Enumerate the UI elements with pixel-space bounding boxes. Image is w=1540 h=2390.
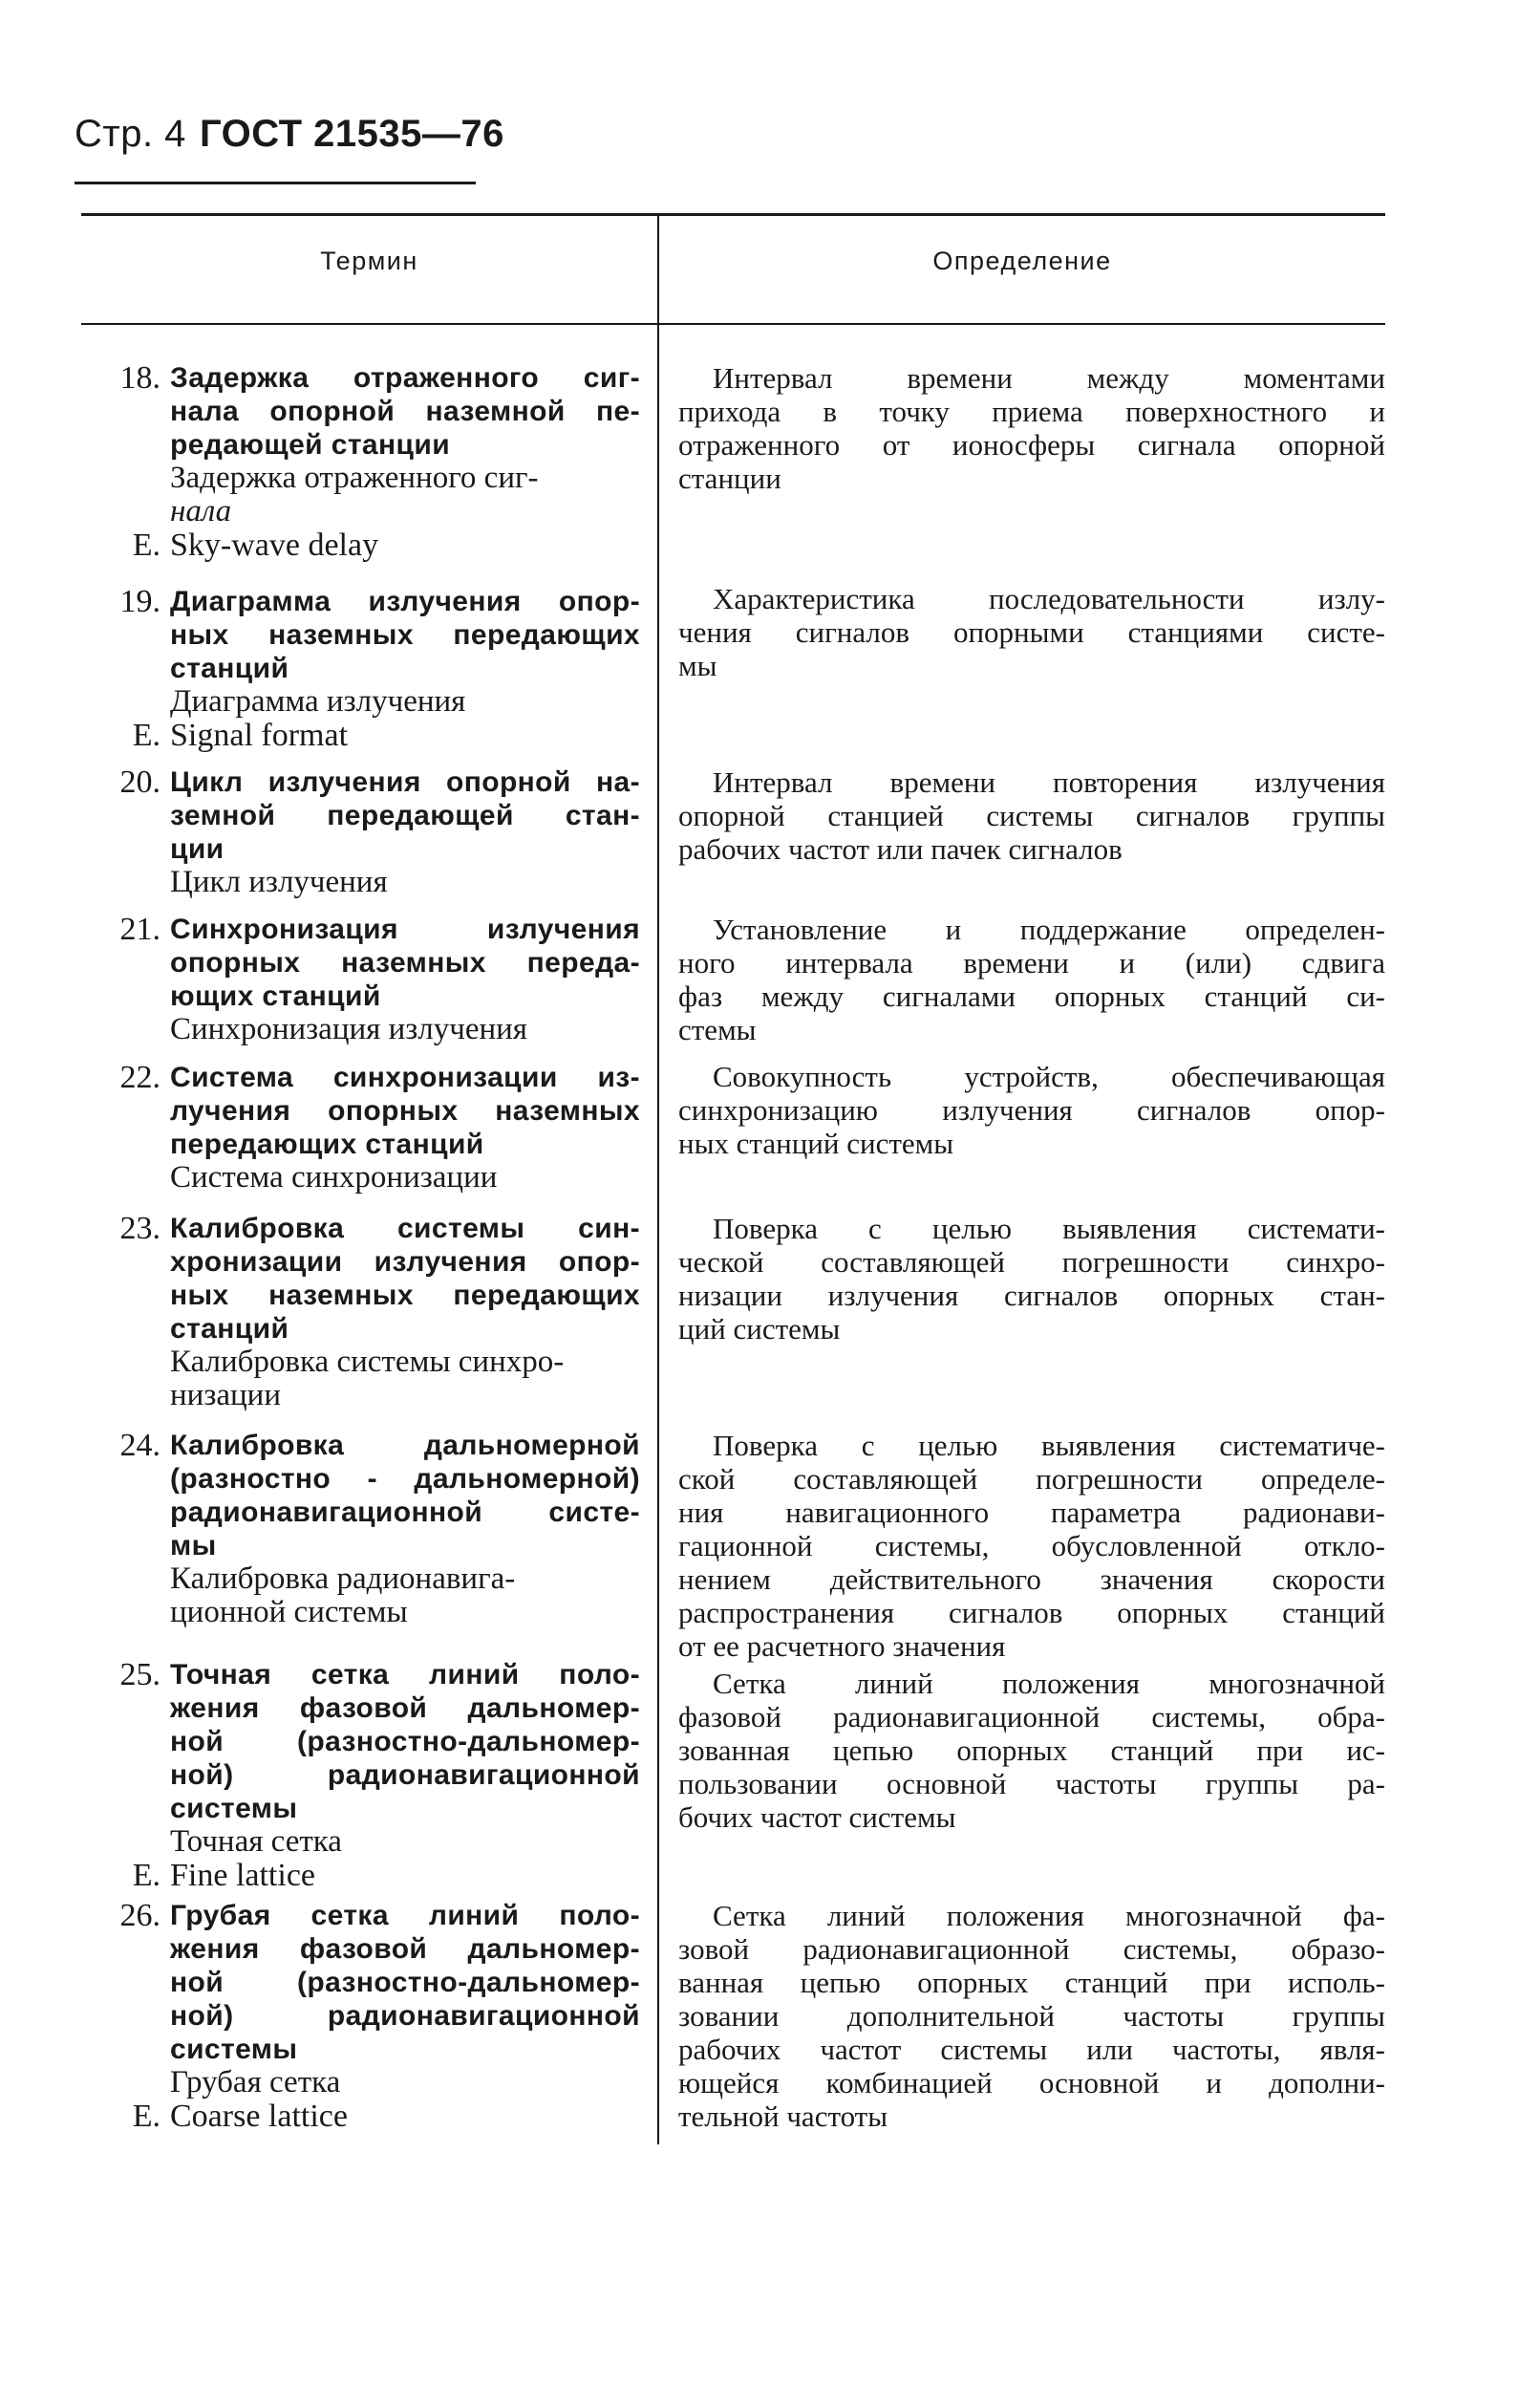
term-line	[105, 765, 640, 799]
term-text: ной (разностно-дальномер-	[170, 1967, 640, 1998]
table-header-rule	[81, 323, 1385, 325]
term-cell	[105, 1899, 640, 2133]
term-text: передающих станций	[170, 1129, 484, 1160]
definition-line: стемы	[678, 1013, 757, 1046]
definition-line: нением действительного значения скорости	[678, 1562, 1385, 1596]
short-term-text: Система синхронизации	[170, 1160, 498, 1195]
english-label: E.	[132, 718, 160, 753]
term-text: Диаграмма излучения опор-	[170, 586, 640, 617]
term-text: жения фазовой дальномер-	[170, 1933, 640, 1965]
term-line	[105, 913, 640, 946]
page-header	[75, 113, 504, 156]
definition-line: синхронизацию излучения сигналов опор-	[678, 1093, 1385, 1127]
short-term-text: Точная сетка	[170, 1824, 342, 1859]
term-line	[105, 1529, 640, 1562]
entry-number: 18.	[119, 360, 160, 396]
term-line	[105, 1658, 640, 1691]
entry-number: 20.	[119, 764, 160, 800]
term-text: (разностно - дальномерной)	[170, 1463, 640, 1495]
term-line	[105, 1429, 640, 1462]
term-text: редающей станции	[170, 429, 451, 461]
definition-line: ванная цепью опорных станций при исполь-	[678, 1966, 1385, 1999]
definition-cell	[678, 361, 1385, 495]
definition-line: Интервал времени повторения излучения	[713, 765, 1385, 799]
definition-line: опорной станцией системы сигналов группы	[678, 799, 1385, 832]
term-line	[105, 1932, 640, 1966]
term-text: ной) радионавигационной	[170, 1759, 640, 1791]
definition-line: зовании дополнительной частоты группы	[678, 1999, 1385, 2033]
term-line	[105, 1462, 640, 1496]
term-text: станций	[170, 653, 289, 684]
english-equivalent	[105, 2099, 640, 2133]
term-text: системы	[170, 1793, 298, 1824]
definition-line: Сетка линий положения многозначной	[713, 1667, 1385, 1700]
header-rule	[75, 182, 476, 184]
column-divider	[657, 214, 659, 2144]
definition-line: Поверка с целью выявления систематиче-	[713, 1429, 1385, 1462]
term-text: Калибровка дальномерной	[170, 1430, 640, 1461]
definition-line: низации излучения сигналов опорных стан-	[678, 1279, 1385, 1312]
entry-number: 22.	[119, 1060, 160, 1095]
definition-cell	[678, 913, 1385, 1046]
english-equivalent	[105, 719, 640, 752]
term-line	[105, 1899, 640, 1932]
term-text: ющих станций	[170, 980, 381, 1012]
english-equivalent	[105, 1859, 640, 1892]
term-text: лучения опорных наземных	[170, 1095, 640, 1127]
term-cell	[105, 1212, 640, 1412]
definition-line: мы	[678, 649, 717, 682]
definition-cell	[678, 1212, 1385, 1346]
definition-line: ций системы	[678, 1312, 841, 1346]
short-term-text: низации	[170, 1378, 281, 1412]
term-line	[105, 1094, 640, 1128]
definition-line: рабочих частот или пачек сигналов	[678, 832, 1123, 866]
entry-number: 25.	[119, 1657, 160, 1692]
term-text: мы	[170, 1530, 217, 1561]
term-cell	[105, 913, 640, 1046]
short-term-text: Калибровка радионавига-	[170, 1561, 516, 1596]
term-text: ных наземных передающих	[170, 1280, 640, 1311]
term-cell	[105, 1658, 640, 1892]
term-line	[105, 1245, 640, 1279]
definition-line: отраженного от ионосферы сигнала опорной	[678, 428, 1385, 462]
column-header-term: Термин	[320, 247, 418, 275]
entry-number: 23.	[119, 1211, 160, 1246]
english-term: Sky-wave delay	[170, 528, 379, 563]
term-cell	[105, 1061, 640, 1195]
definition-line: пользовании основной частоты группы ра-	[678, 1767, 1385, 1800]
english-equivalent	[105, 528, 640, 562]
term-text: станций	[170, 1313, 289, 1345]
term-text: Калибровка системы син-	[170, 1213, 640, 1244]
term-line	[105, 1691, 640, 1725]
term-text: Задержка отраженного сиг-	[170, 362, 640, 394]
definition-line: фаз между сигналами опорных станций си-	[678, 980, 1385, 1013]
definition-line: Интервал времени между моментами	[713, 361, 1385, 395]
term-text: ной) радионавигационной	[170, 2000, 640, 2032]
term-line	[105, 946, 640, 980]
term-line	[105, 652, 640, 685]
english-term: Coarse lattice	[170, 2099, 348, 2134]
definition-line: тельной частоты	[678, 2099, 888, 2133]
definition-cell	[678, 582, 1385, 682]
term-line	[105, 618, 640, 652]
short-term-text: Грубая сетка	[170, 2065, 341, 2099]
definition-line: прихода в точку приема поверхностного и	[678, 395, 1385, 428]
term-line	[105, 1128, 640, 1161]
definition-line: фазовой радионавигационной системы, обра-	[678, 1700, 1385, 1733]
short-term-text: ционной системы	[170, 1595, 408, 1629]
term-line	[105, 799, 640, 832]
term-text: хронизации излучения опор-	[170, 1246, 640, 1278]
short-term-text: Цикл излучения	[170, 865, 388, 899]
term-line	[105, 1212, 640, 1245]
term-text: ции	[170, 833, 225, 865]
short-term-text: Синхронизация излучения	[170, 1012, 527, 1046]
definition-line: ской составляющей погрешности определе-	[678, 1462, 1385, 1496]
term-cell	[105, 765, 640, 899]
definition-line: Совокупность устройств, обеспечивающая	[713, 1060, 1385, 1093]
term-line	[105, 1792, 640, 1825]
definition-line: Установление и поддержание определен-	[713, 913, 1385, 946]
definition-line: Характеристика последовательности излу-	[713, 582, 1385, 615]
term-cell	[105, 585, 640, 752]
definition-cell	[678, 1429, 1385, 1663]
term-line	[105, 1312, 640, 1346]
term-line	[105, 1061, 640, 1094]
page-label: Стр. 4	[75, 113, 186, 155]
term-text: ной (разностно-дальномер-	[170, 1726, 640, 1757]
short-term-text: Задержка отраженного сиг-	[170, 461, 539, 495]
term-text: Грубая сетка линий поло-	[170, 1900, 640, 1931]
term-text: земной передающей стан-	[170, 800, 640, 831]
term-text: радионавигационной систе-	[170, 1496, 640, 1528]
definition-line: Сетка линий положения многозначной фа-	[713, 1899, 1385, 1932]
term-text: жения фазовой дальномер-	[170, 1692, 640, 1724]
english-label: E.	[132, 1858, 160, 1893]
term-text: нала опорной наземной пе-	[170, 396, 640, 427]
term-text: Цикл излучения опорной на-	[170, 766, 640, 798]
term-line	[105, 1758, 640, 1792]
standard-number: ГОСТ 21535—76	[199, 113, 504, 155]
entry-number: 24.	[119, 1428, 160, 1463]
definition-cell	[678, 1667, 1385, 1834]
english-term: Fine lattice	[170, 1858, 316, 1893]
definition-line: ния навигационного параметра радионави-	[678, 1496, 1385, 1529]
definition-line: зовой радионавигационной системы, образо-	[678, 1932, 1385, 1966]
short-term-text: Калибровка системы синхро-	[170, 1345, 565, 1379]
term-text: Система синхронизации из-	[170, 1062, 640, 1093]
definition-line: станции	[678, 462, 781, 495]
term-text: Точная сетка линий поло-	[170, 1659, 640, 1690]
term-line	[105, 585, 640, 618]
term-line	[105, 832, 640, 866]
term-line	[105, 395, 640, 428]
term-line	[105, 2033, 640, 2066]
column-header-definition: Определение	[932, 247, 1112, 275]
entry-number: 26.	[119, 1898, 160, 1933]
term-text: Синхронизация излучения	[170, 914, 640, 945]
entry-number: 19.	[119, 584, 160, 619]
term-text: ных наземных передающих	[170, 619, 640, 651]
definition-line: ческой составляющей погрешности синхро-	[678, 1245, 1385, 1279]
term-line	[105, 428, 640, 462]
definition-line: чения сигналов опорными станциями систе-	[678, 615, 1385, 649]
definition-line: от ее расчетного значения	[678, 1629, 1006, 1663]
english-label: E.	[132, 2099, 160, 2134]
definition-line: Поверка с целью выявления системати-	[713, 1212, 1385, 1245]
definition-cell	[678, 765, 1385, 866]
definition-line: бочих частот системы	[678, 1800, 956, 1834]
definition-line: гационной системы, обусловленной откло-	[678, 1529, 1385, 1562]
term-line	[105, 1279, 640, 1312]
term-text: опорных наземных переда-	[170, 947, 640, 979]
term-line	[105, 1496, 640, 1529]
definition-line: рабочих частот системы или частоты, явля-	[678, 2033, 1385, 2066]
term-line	[105, 980, 640, 1013]
definition-line: зованная цепью опорных станций при ис-	[678, 1733, 1385, 1767]
definition-line: ющейся комбинацией основной и дополни-	[678, 2066, 1385, 2099]
definition-cell	[678, 1060, 1385, 1160]
term-line	[105, 361, 640, 395]
term-cell	[105, 1429, 640, 1629]
term-cell	[105, 361, 640, 562]
definition-line: распространения сигналов опорных станций	[678, 1596, 1385, 1629]
term-line	[105, 1999, 640, 2033]
short-term-text: нала	[170, 494, 232, 528]
entry-number: 21.	[119, 912, 160, 947]
definition-cell	[678, 1899, 1385, 2133]
short-term-text: Диаграмма излучения	[170, 684, 466, 719]
definition-line: ных станций системы	[678, 1127, 954, 1160]
english-term: Signal format	[170, 718, 349, 753]
english-label: E.	[132, 528, 160, 563]
term-line	[105, 1725, 640, 1758]
table-top-rule	[81, 213, 1385, 216]
term-line	[105, 1966, 640, 1999]
definition-line: ного интервала времени и (или) сдвига	[678, 946, 1385, 980]
term-text: системы	[170, 2034, 298, 2065]
